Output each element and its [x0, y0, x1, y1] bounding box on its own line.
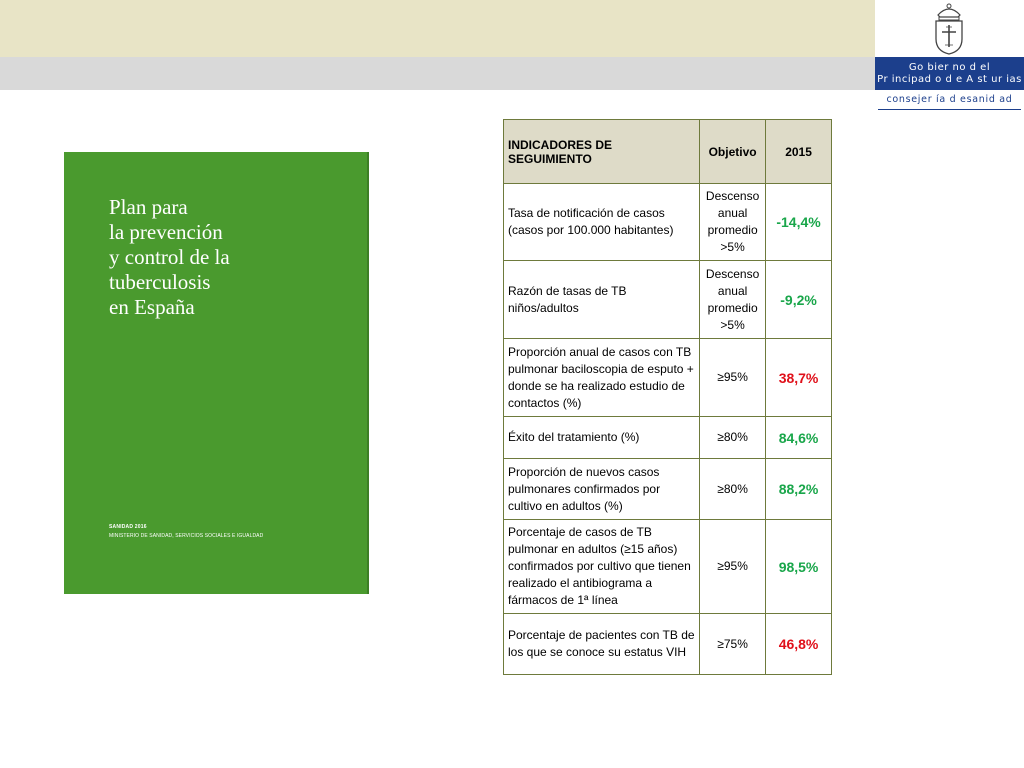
header-indicator: INDICADORES DE SEGUIMIENTO — [504, 120, 700, 184]
cover-title-line: la prevención — [109, 220, 223, 244]
divider — [878, 109, 1021, 110]
value-cell: 84,6% — [766, 417, 832, 459]
gov-line-2: Pr incipad o d e A st ur ias — [877, 74, 1022, 85]
department-label: consejer ía d esanid ad — [886, 94, 1013, 105]
indicator-cell: Éxito del tratamiento (%) — [504, 417, 700, 459]
table-row — [504, 417, 832, 459]
cover-title-line: Plan para — [109, 195, 188, 219]
indicator-cell: Porcentaje de pacientes con TB de los que se conoce su estatus VIH — [504, 614, 700, 675]
value-cell: 38,7% — [766, 339, 832, 417]
header-band — [0, 0, 875, 57]
government-banner — [875, 57, 1024, 90]
coat-of-arms-icon — [928, 1, 970, 55]
indicator-cell: Razón de tasas de TB niños/adultos — [504, 261, 700, 339]
objective-cell: ≥75% — [700, 614, 766, 675]
table-row — [504, 261, 832, 339]
objective-cell: Descenso anual promedio >5% — [700, 261, 766, 339]
cover-title-line: tuberculosis — [109, 270, 211, 294]
indicator-cell: Porcentaje de casos de TB pulmonar en adultos (≥15 años) confirmados por cultivo que tienen realizado el antibiograma a fármacos de 1ª línea — [504, 520, 700, 614]
cover-title — [109, 195, 359, 320]
value-cell: 46,8% — [766, 614, 832, 675]
value-cell: -14,4% — [766, 184, 832, 261]
table-row — [504, 339, 832, 417]
indicators-table — [503, 119, 832, 675]
table-row — [504, 184, 832, 261]
indicator-cell: Proporción de nuevos casos pulmonares confirmados por cultivo en adultos (%) — [504, 459, 700, 520]
header-objective: Objetivo — [700, 120, 766, 184]
header-subband — [0, 57, 875, 90]
value-cell: -9,2% — [766, 261, 832, 339]
cover-footer-ministry: MINISTERIO DE SANIDAD, SERVICIOS SOCIALES E IGUALDAD — [109, 533, 264, 539]
cover-title-line: y control de la — [109, 245, 230, 269]
header-year: 2015 — [766, 120, 832, 184]
objective-cell: ≥80% — [700, 417, 766, 459]
table-header-row — [504, 120, 832, 184]
objective-cell: ≥95% — [700, 520, 766, 614]
gov-line-1: Go bier no d el — [908, 62, 991, 73]
indicator-cell: Tasa de notificación de casos (casos por 100.000 habitantes) — [504, 184, 700, 261]
objective-cell: Descenso anual promedio >5% — [700, 184, 766, 261]
cover-footer-year: SANIDAD 2016 — [109, 524, 147, 530]
table-row — [504, 520, 832, 614]
cover-title-line: en España — [109, 295, 195, 319]
objective-cell: ≥80% — [700, 459, 766, 520]
value-cell: 98,5% — [766, 520, 832, 614]
table-row — [504, 459, 832, 520]
objective-cell: ≥95% — [700, 339, 766, 417]
table-row — [504, 614, 832, 675]
value-cell: 88,2% — [766, 459, 832, 520]
plan-cover — [64, 152, 369, 594]
indicator-cell: Proporción anual de casos con TB pulmonar baciloscopia de esputo + donde se ha realizado estudio de contactos (%) — [504, 339, 700, 417]
